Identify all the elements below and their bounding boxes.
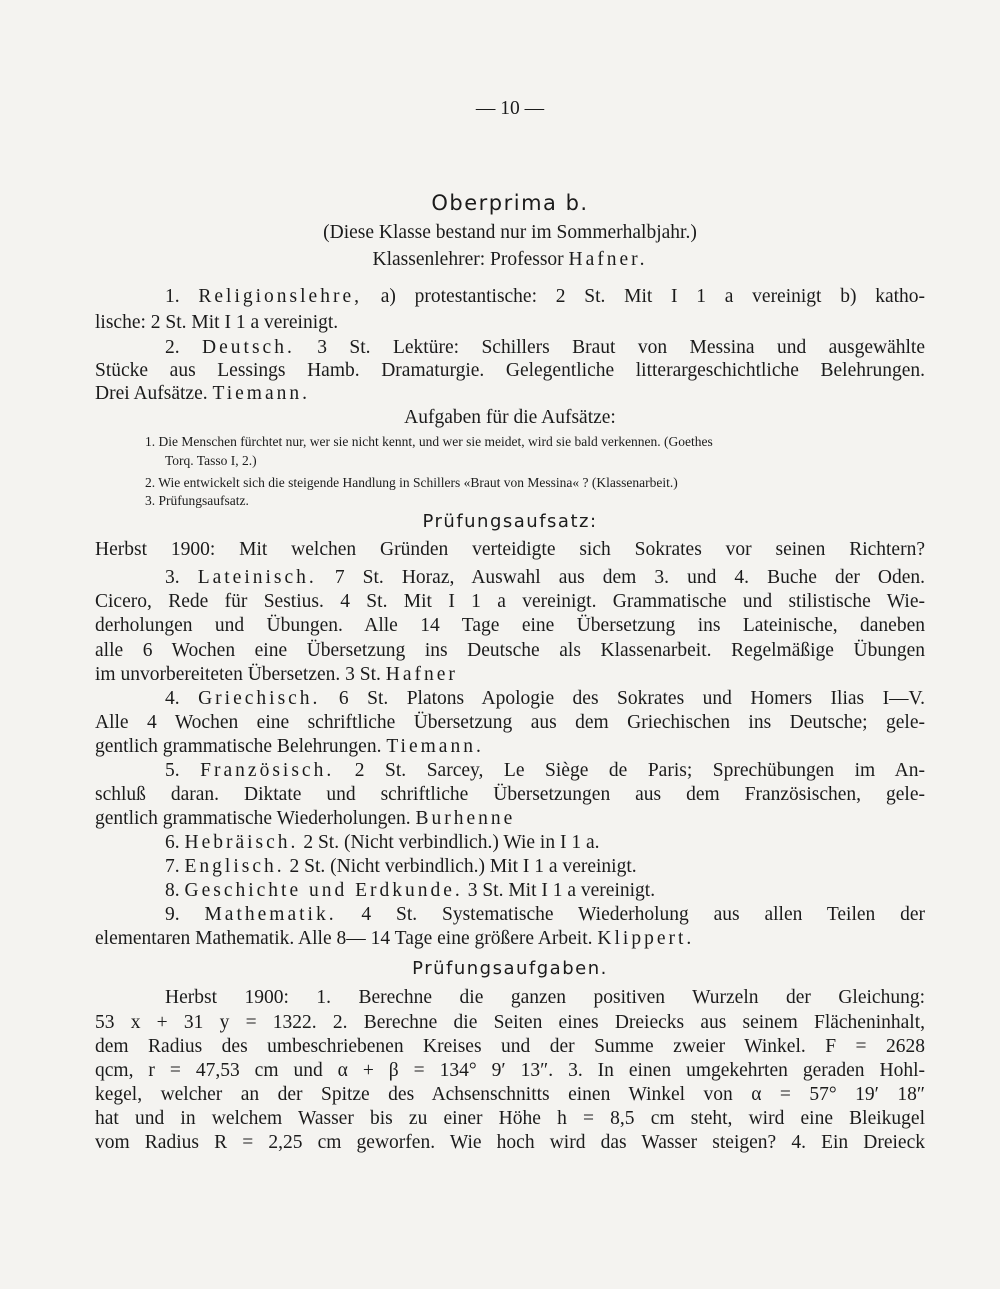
latein-line-5	[95, 662, 925, 688]
religion-line-1	[165, 284, 925, 310]
page-number: — 10 —	[475, 98, 545, 119]
latein-line-3: derholungen und Übungen. Alle 14 Tage eine Übersetzung ins Lateinische, daneben	[95, 615, 925, 636]
class-teacher-label: Klassenlehrer: Professor	[372, 249, 564, 270]
geschichte-subject: Geschichte und Erdkunde.	[184, 880, 463, 901]
religion-line-2: lische: 2 St. Mit I 1 a vereinigt.	[95, 312, 339, 333]
franzoesisch-num: 5.	[165, 760, 180, 781]
griechisch-line-3	[95, 734, 925, 760]
deutsch-essays: Drei Aufsätze.	[95, 383, 208, 404]
latein-line-1	[165, 565, 925, 591]
deutsch-topic-1: 1. Die Menschen fürchtet nur, wer sie nicht kennt, und wer sie meidet, wird sie bald verkennen. (Goethes	[145, 434, 713, 449]
griechisch-grammar: gentlich grammatische Belehrungen.	[95, 736, 382, 757]
section-subtitle: (Diese Klasse bestand nur im Sommerhalbjahr.)	[323, 222, 697, 243]
deutsch-num: 2.	[165, 337, 180, 358]
mathematik-exam-line-1: Herbst 1900: 1. Berechne die ganzen positiven Wurzeln der Gleichung:	[165, 987, 925, 1008]
deutsch-line-3	[95, 381, 925, 407]
hebraeisch-num: 6.	[165, 832, 180, 853]
mathematik-line-2	[95, 926, 925, 952]
mathematik-exam-line-3: dem Radius des umbeschriebenen Kreises und der Summe zweier Winkel. F = 2628	[95, 1036, 925, 1057]
mathematik-exam-line-7: vom Radius R = 2,25 cm geworfen. Wie hoch wird das Wasser steigen? 4. Ein Dreieck	[95, 1132, 925, 1153]
griechisch-num: 4.	[165, 688, 180, 709]
religion-num: 1.	[165, 286, 180, 307]
class-teacher-name: Hafner.	[568, 249, 648, 270]
latein-line-2: Cicero, Rede für Sestius. 4 St. Mit I 1 a vereinigt. Grammatische und stilistische Wie-	[95, 591, 925, 612]
mathematik-text: 4 St. Systematische Wiederholung aus allen Teilen der	[361, 904, 926, 925]
geschichte-num: 8.	[165, 880, 180, 901]
mathematik-exam-header: Prüfungsaufgaben.	[412, 958, 608, 979]
geschichte-text: 3 St. Mit I 1 a vereinigt.	[467, 880, 656, 901]
franzoesisch-grammar: gentlich grammatische Wiederholungen.	[95, 808, 411, 829]
class-teacher-line	[95, 247, 925, 273]
englisch-text: 2 St. (Nicht verbindlich.) Mit I 1 a vereinigt.	[289, 856, 637, 877]
latein-num: 3.	[165, 567, 180, 588]
mathematik-teacher: Klippert.	[597, 928, 695, 949]
griechisch-line-2: Alle 4 Wochen eine schriftliche Übersetzung aus dem Griechischen ins Deutsche; gele-	[95, 712, 925, 733]
englisch-num: 7.	[165, 856, 180, 877]
deutsch-topics-header: Aufgaben für die Aufsätze:	[404, 407, 616, 428]
religion-text: a) protestantische: 2 St. Mit I 1 a vereinigt b) katho-	[380, 286, 926, 307]
franzoesisch-subject: Französisch.	[200, 760, 335, 781]
latein-line-4: alle 6 Wochen eine Übersetzung ins Deutsche als Klassenarbeit. Regelmäßige Übungen	[95, 640, 925, 661]
hebraeisch-subject: Hebräisch.	[184, 832, 299, 853]
franzoesisch-line-1	[165, 758, 925, 784]
latein-teacher: Hafner	[385, 664, 458, 685]
latein-practice: im unvorbereiteten Übersetzen. 3 St.	[95, 664, 381, 685]
deutsch-text: 3 St. Lektüre: Schillers Braut von Messina und ausgewählte	[317, 337, 925, 358]
deutsch-exam-header: Prüfungsaufsatz:	[422, 511, 598, 532]
deutsch-topic-1-cont: Torq. Tasso I, 2.)	[165, 453, 257, 468]
geschichte-line	[165, 878, 925, 904]
mathematik-exam-line-4: qcm, r = 47,53 cm und α + β = 134° 9′ 13″. 3. In einen umgekehrten geraden Hohl-	[95, 1060, 925, 1081]
mathematik-line-1	[165, 902, 925, 928]
franzoesisch-line-2: schluß daran. Diktate und schriftliche Übersetzungen aus dem Französischen, gele-	[95, 784, 925, 805]
englisch-line	[165, 854, 925, 880]
deutsch-line-2: Stücke aus Lessings Hamb. Dramaturgie. Gelegentliche litterargeschichtliche Belehrungen.	[95, 360, 925, 381]
latein-subject: Lateinisch.	[197, 567, 317, 588]
deutsch-exam-text: Herbst 1900: Mit welchen Gründen verteidigte sich Sokrates vor seinen Richtern?	[95, 539, 925, 560]
section-title: Oberprima b.	[431, 191, 589, 215]
griechisch-teacher: Tiemann.	[386, 736, 484, 757]
religion-subject: Religionslehre,	[198, 286, 362, 307]
mathematik-assignments: elementaren Mathematik. Alle 8— 14 Tage eine größere Arbeit.	[95, 928, 593, 949]
griechisch-text: 6 St. Platons Apologie des Sokrates und Homers Ilias I—V.	[338, 688, 926, 709]
griechisch-line-1	[165, 686, 925, 712]
griechisch-subject: Griechisch.	[198, 688, 321, 709]
deutsch-subject: Deutsch.	[202, 337, 295, 358]
hebraeisch-line	[165, 830, 925, 856]
franzoesisch-teacher: Burhenne	[415, 808, 516, 829]
deutsch-teacher: Tiemann.	[212, 383, 310, 404]
mathematik-num: 9.	[165, 904, 180, 925]
deutsch-topic-2: 2. Wie entwickelt sich die steigende Handlung in Schillers «Braut von Messina« ? (Klassenarbeit.)	[145, 475, 678, 490]
mathematik-exam-line-6: hat und in welchem Wasser bis zu einer Höhe h = 8,5 cm steht, wird eine Bleikugel	[95, 1108, 925, 1129]
latein-text: 7 St. Horaz, Auswahl aus dem 3. und 4. Buche der Oden.	[334, 567, 926, 588]
mathematik-exam-line-5: kegel, welcher an der Spitze des Achsenschnitts einen Winkel von α = 57° 19′ 18″	[95, 1084, 925, 1105]
englisch-subject: Englisch.	[184, 856, 285, 877]
hebraeisch-text: 2 St. (Nicht verbindlich.) Wie in I 1 a.	[303, 832, 600, 853]
mathematik-subject: Mathematik.	[204, 904, 337, 925]
franzoesisch-line-3	[95, 806, 925, 832]
deutsch-topic-3: 3. Prüfungsaufsatz.	[145, 493, 249, 508]
franzoesisch-text: 2 St. Sarcey, Le Siège de Paris; Sprechübungen im An-	[354, 760, 926, 781]
mathematik-exam-line-2: 53 x + 31 y = 1322. 2. Berechne die Seiten eines Dreiecks aus seinem Flächeninhalt,	[95, 1012, 925, 1033]
